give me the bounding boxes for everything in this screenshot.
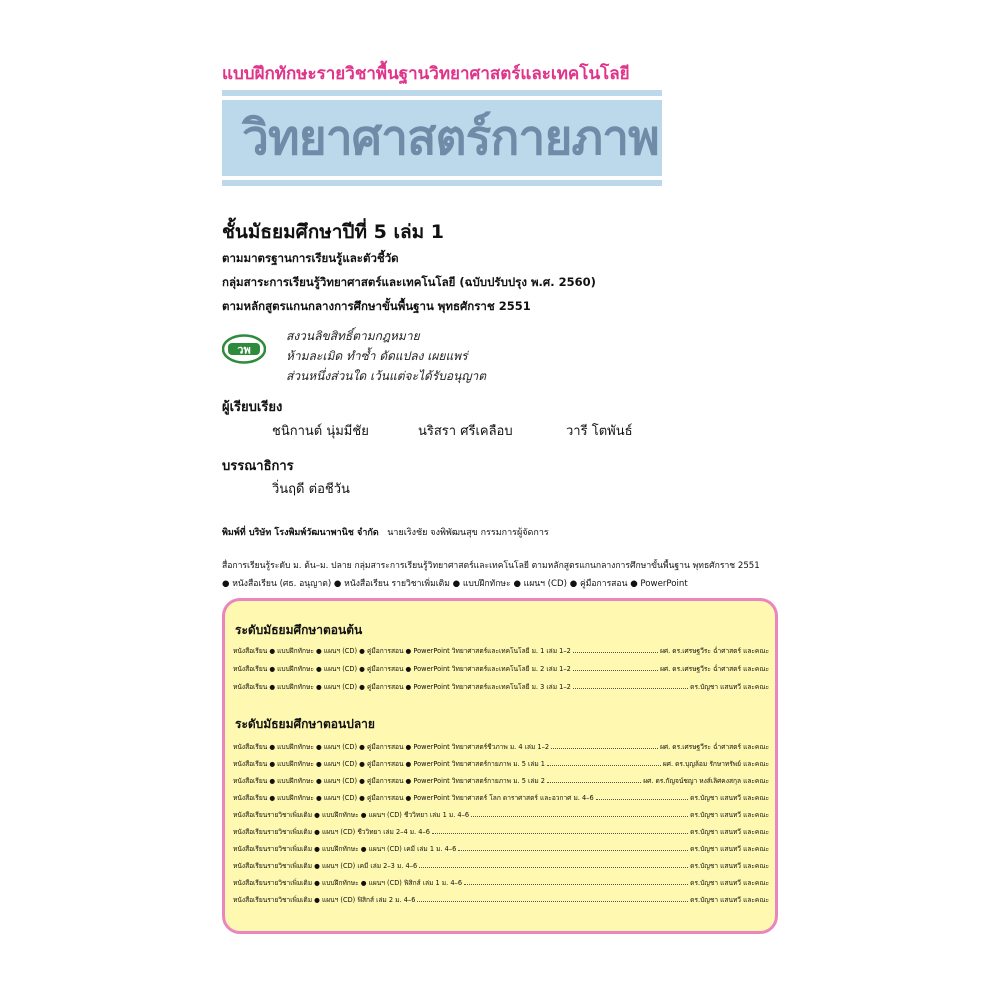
logo-text: วพ: [237, 343, 251, 357]
leader-dots: [551, 748, 658, 749]
media-list: ● หนังสือเรียน (ศธ. อนุญาต) ● หนังสือเรียน รายวิชาเพิ่มเติม ● แบบฝึกทักษะ ● แผนฯ (CD) ● คู่มือการสอน ● PowerPoint: [222, 579, 688, 589]
leader-dots: [547, 765, 661, 766]
lower-secondary-title: ระดับมัธยมศึกษาตอนต้น: [235, 623, 363, 637]
leader-dots: [573, 652, 658, 653]
catalog-row-author: ผศ. ดร.กัญจน์ชญา หงส์เลิศคงสกุล และคณะ: [643, 777, 769, 785]
catalog-row: [233, 792, 769, 804]
catalog-row: [233, 741, 769, 753]
catalog-row-author: ผศ. ดร.เศรษฐวีระ ฉ่ำศาสตร์ และคณะ: [660, 743, 769, 751]
catalog-row-text: หนังสือเรียนรายวิชาเพิ่มเติม ● แผนฯ (CD) เคมี เล่ม 2–3 ม. 4–6: [233, 862, 418, 870]
catalog-box: [222, 598, 778, 934]
authors-label: ผู้เรียบเรียง: [222, 400, 283, 415]
catalog-row-author: ดร.บัญชา แสนทวี และคณะ: [690, 896, 769, 904]
leader-dots: [596, 799, 688, 800]
leader-dots: [432, 833, 688, 834]
copyright-line: สงวนลิขสิทธิ์ตามกฎหมาย: [286, 329, 420, 343]
catalog-row-text: หนังสือเรียน ● แบบฝึกทักษะ ● แผนฯ (CD) ● คู่มือการสอน ● PowerPoint วิทยาศาสตร์และเทคโนโลยี ม. 1 เล่ม 1–2: [233, 647, 571, 655]
catalog-row-author: ผศ. ดร.เศรษฐวีระ ฉ่ำศาสตร์ และคณะ: [660, 665, 769, 673]
title-top-stripe: [222, 90, 662, 96]
catalog-row: [233, 775, 769, 787]
standard-line: ตามมาตรฐานการเรียนรู้และตัวชี้วัด: [222, 251, 399, 265]
leader-dots: [573, 688, 688, 689]
catalog-row-text: หนังสือเรียน ● แบบฝึกทักษะ ● แผนฯ (CD) ● คู่มือการสอน ● PowerPoint วิทยาศาสตร์กายภาพ ม. 5 เล่ม 1: [233, 760, 545, 768]
catalog-row-author: ผศ. ดร.บุญล้อม รักษาทรัพย์ และคณะ: [662, 760, 769, 768]
catalog-row: [233, 843, 769, 855]
catalog-row: [233, 809, 769, 821]
copyright-line: ห้ามละเมิด ทำซ้ำ ดัดแปลง เผยแพร่: [286, 349, 468, 363]
standard-line: ตามหลักสูตรแกนกลางการศึกษาขั้นพื้นฐาน พุทธศักราช 2551: [222, 299, 531, 313]
grade-volume: ชั้นมัธยมศึกษาปีที่ 5 เล่ม 1: [222, 221, 444, 243]
catalog-row: [233, 758, 769, 770]
catalog-row-text: หนังสือเรียนรายวิชาเพิ่มเติม ● แบบฝึกทักษะ ● แผนฯ (CD) เคมี เล่ม 1 ม. 4–6: [233, 845, 457, 853]
copyright-notice: [286, 326, 486, 386]
leader-dots: [573, 670, 658, 671]
leader-dots: [458, 850, 688, 851]
catalog-row-author: ดร.บัญชา แสนทวี และคณะ: [690, 879, 769, 887]
copyright-line: ส่วนหนึ่งส่วนใด เว้นแต่จะได้รับอนุญาต: [286, 369, 487, 383]
catalog-row-author: ดร.บัญชา แสนทวี และคณะ: [690, 794, 769, 802]
catalog-row-text: หนังสือเรียน ● แบบฝึกทักษะ ● แผนฯ (CD) ● คู่มือการสอน ● PowerPoint วิทยาศาสตร์และเทคโนโลยี ม. 2 เล่ม 1–2: [233, 665, 571, 673]
catalog-row-author: ดร.บัญชา แสนทวี และคณะ: [690, 828, 769, 836]
leader-dots: [471, 816, 688, 817]
catalog-row-text: หนังสือเรียน ● แบบฝึกทักษะ ● แผนฯ (CD) ● คู่มือการสอน ● PowerPoint วิทยาศาสตร์ชีวภาพ ม. 4 เล่ม 1–2: [233, 743, 550, 751]
catalog-row-author: ผศ. ดร.เศรษฐวีระ ฉ่ำศาสตร์ และคณะ: [660, 647, 769, 655]
catalog-row: [233, 860, 769, 872]
leader-dots: [547, 782, 641, 783]
leader-dots: [464, 884, 688, 885]
catalog-row-author: ดร.บัญชา แสนทวี และคณะ: [690, 811, 769, 819]
catalog-row-text: หนังสือเรียน ● แบบฝึกทักษะ ● แผนฯ (CD) ● คู่มือการสอน ● PowerPoint วิทยาศาสตร์ โลก ดาราศาสตร์ และอวกาศ ม. 4–6: [233, 794, 594, 802]
book-title: วิทยาศาสตร์กายภาพ: [242, 110, 659, 166]
catalog-row-text: หนังสือเรียนรายวิชาเพิ่มเติม ● แผนฯ (CD) ชีววิทยา เล่ม 2–4 ม. 4–6: [233, 828, 430, 836]
catalog-row-author: ดร.บัญชา แสนทวี และคณะ: [690, 862, 769, 870]
series-title: แบบฝึกทักษะรายวิชาพื้นฐานวิทยาศาสตร์และเทคโนโลยี: [222, 64, 630, 84]
printer-label: พิมพ์ที่ บริษัท โรงพิมพ์วัฒนาพานิช จำกัด: [222, 528, 379, 538]
editor-name: วิ่นฤดี ต่อชีวัน: [272, 482, 350, 497]
catalog-row: [233, 663, 769, 675]
leader-dots: [419, 867, 688, 868]
publisher-logo-icon: [222, 334, 266, 364]
author-name: วารี โตพันธ์: [566, 424, 633, 439]
catalog-row: [233, 826, 769, 838]
catalog-row: [233, 645, 769, 657]
catalog-row-author: ดร.บัญชา แสนทวี และคณะ: [690, 683, 769, 691]
catalog-row: [233, 877, 769, 889]
title-band: [222, 88, 662, 188]
title-bottom-stripe: [222, 180, 662, 186]
catalog-row-text: หนังสือเรียนรายวิชาเพิ่มเติม ● แผนฯ (CD) ฟิสิกส์ เล่ม 2 ม. 4–6: [233, 896, 416, 904]
catalog-row-author: ดร.บัญชา แสนทวี และคณะ: [690, 845, 769, 853]
leader-dots: [417, 901, 688, 902]
editor-label: บรรณาธิการ: [222, 459, 294, 474]
catalog-row-text: หนังสือเรียนรายวิชาเพิ่มเติม ● แบบฝึกทักษะ ● แผนฯ (CD) ชีววิทยา เล่ม 1 ม. 4–6: [233, 811, 470, 819]
catalog-row-text: หนังสือเรียน ● แบบฝึกทักษะ ● แผนฯ (CD) ● คู่มือการสอน ● PowerPoint วิทยาศาสตร์และเทคโนโลยี ม. 3 เล่ม 1–2: [233, 683, 571, 691]
standard-line: กลุ่มสาระการเรียนรู้วิทยาศาสตร์และเทคโนโลยี (ฉบับปรับปรุง พ.ศ. 2560): [222, 275, 596, 289]
catalog-row-text: หนังสือเรียนรายวิชาเพิ่มเติม ● แบบฝึกทักษะ ● แผนฯ (CD) ฟิสิกส์ เล่ม 1 ม. 4–6: [233, 879, 463, 887]
media-line: สื่อการเรียนรู้ระดับ ม. ต้น–ม. ปลาย กลุ่มสาระการเรียนรู้วิทยาศาสตร์และเทคโนโลยี ตามหลักสูตรแกนกลางการศึกษาขั้นพื้นฐาน พุทธศักราช 2551: [222, 561, 760, 571]
author-name: ชนิกานต์ นุ่มมีชัย: [272, 424, 369, 439]
catalog-row: [233, 681, 769, 693]
upper-secondary-title: ระดับมัธยมศึกษาตอนปลาย: [235, 717, 375, 731]
catalog-row: [233, 894, 769, 906]
printer-line: [222, 525, 549, 539]
printer-name: นายเริงชัย จงพิพัฒนสุข กรรมการผู้จัดการ: [387, 528, 549, 538]
author-name: นริสรา ศรีเคลือบ: [418, 424, 513, 439]
catalog-row-text: หนังสือเรียน ● แบบฝึกทักษะ ● แผนฯ (CD) ● คู่มือการสอน ● PowerPoint วิทยาศาสตร์กายภาพ ม. 5 เล่ม 2: [233, 777, 545, 785]
